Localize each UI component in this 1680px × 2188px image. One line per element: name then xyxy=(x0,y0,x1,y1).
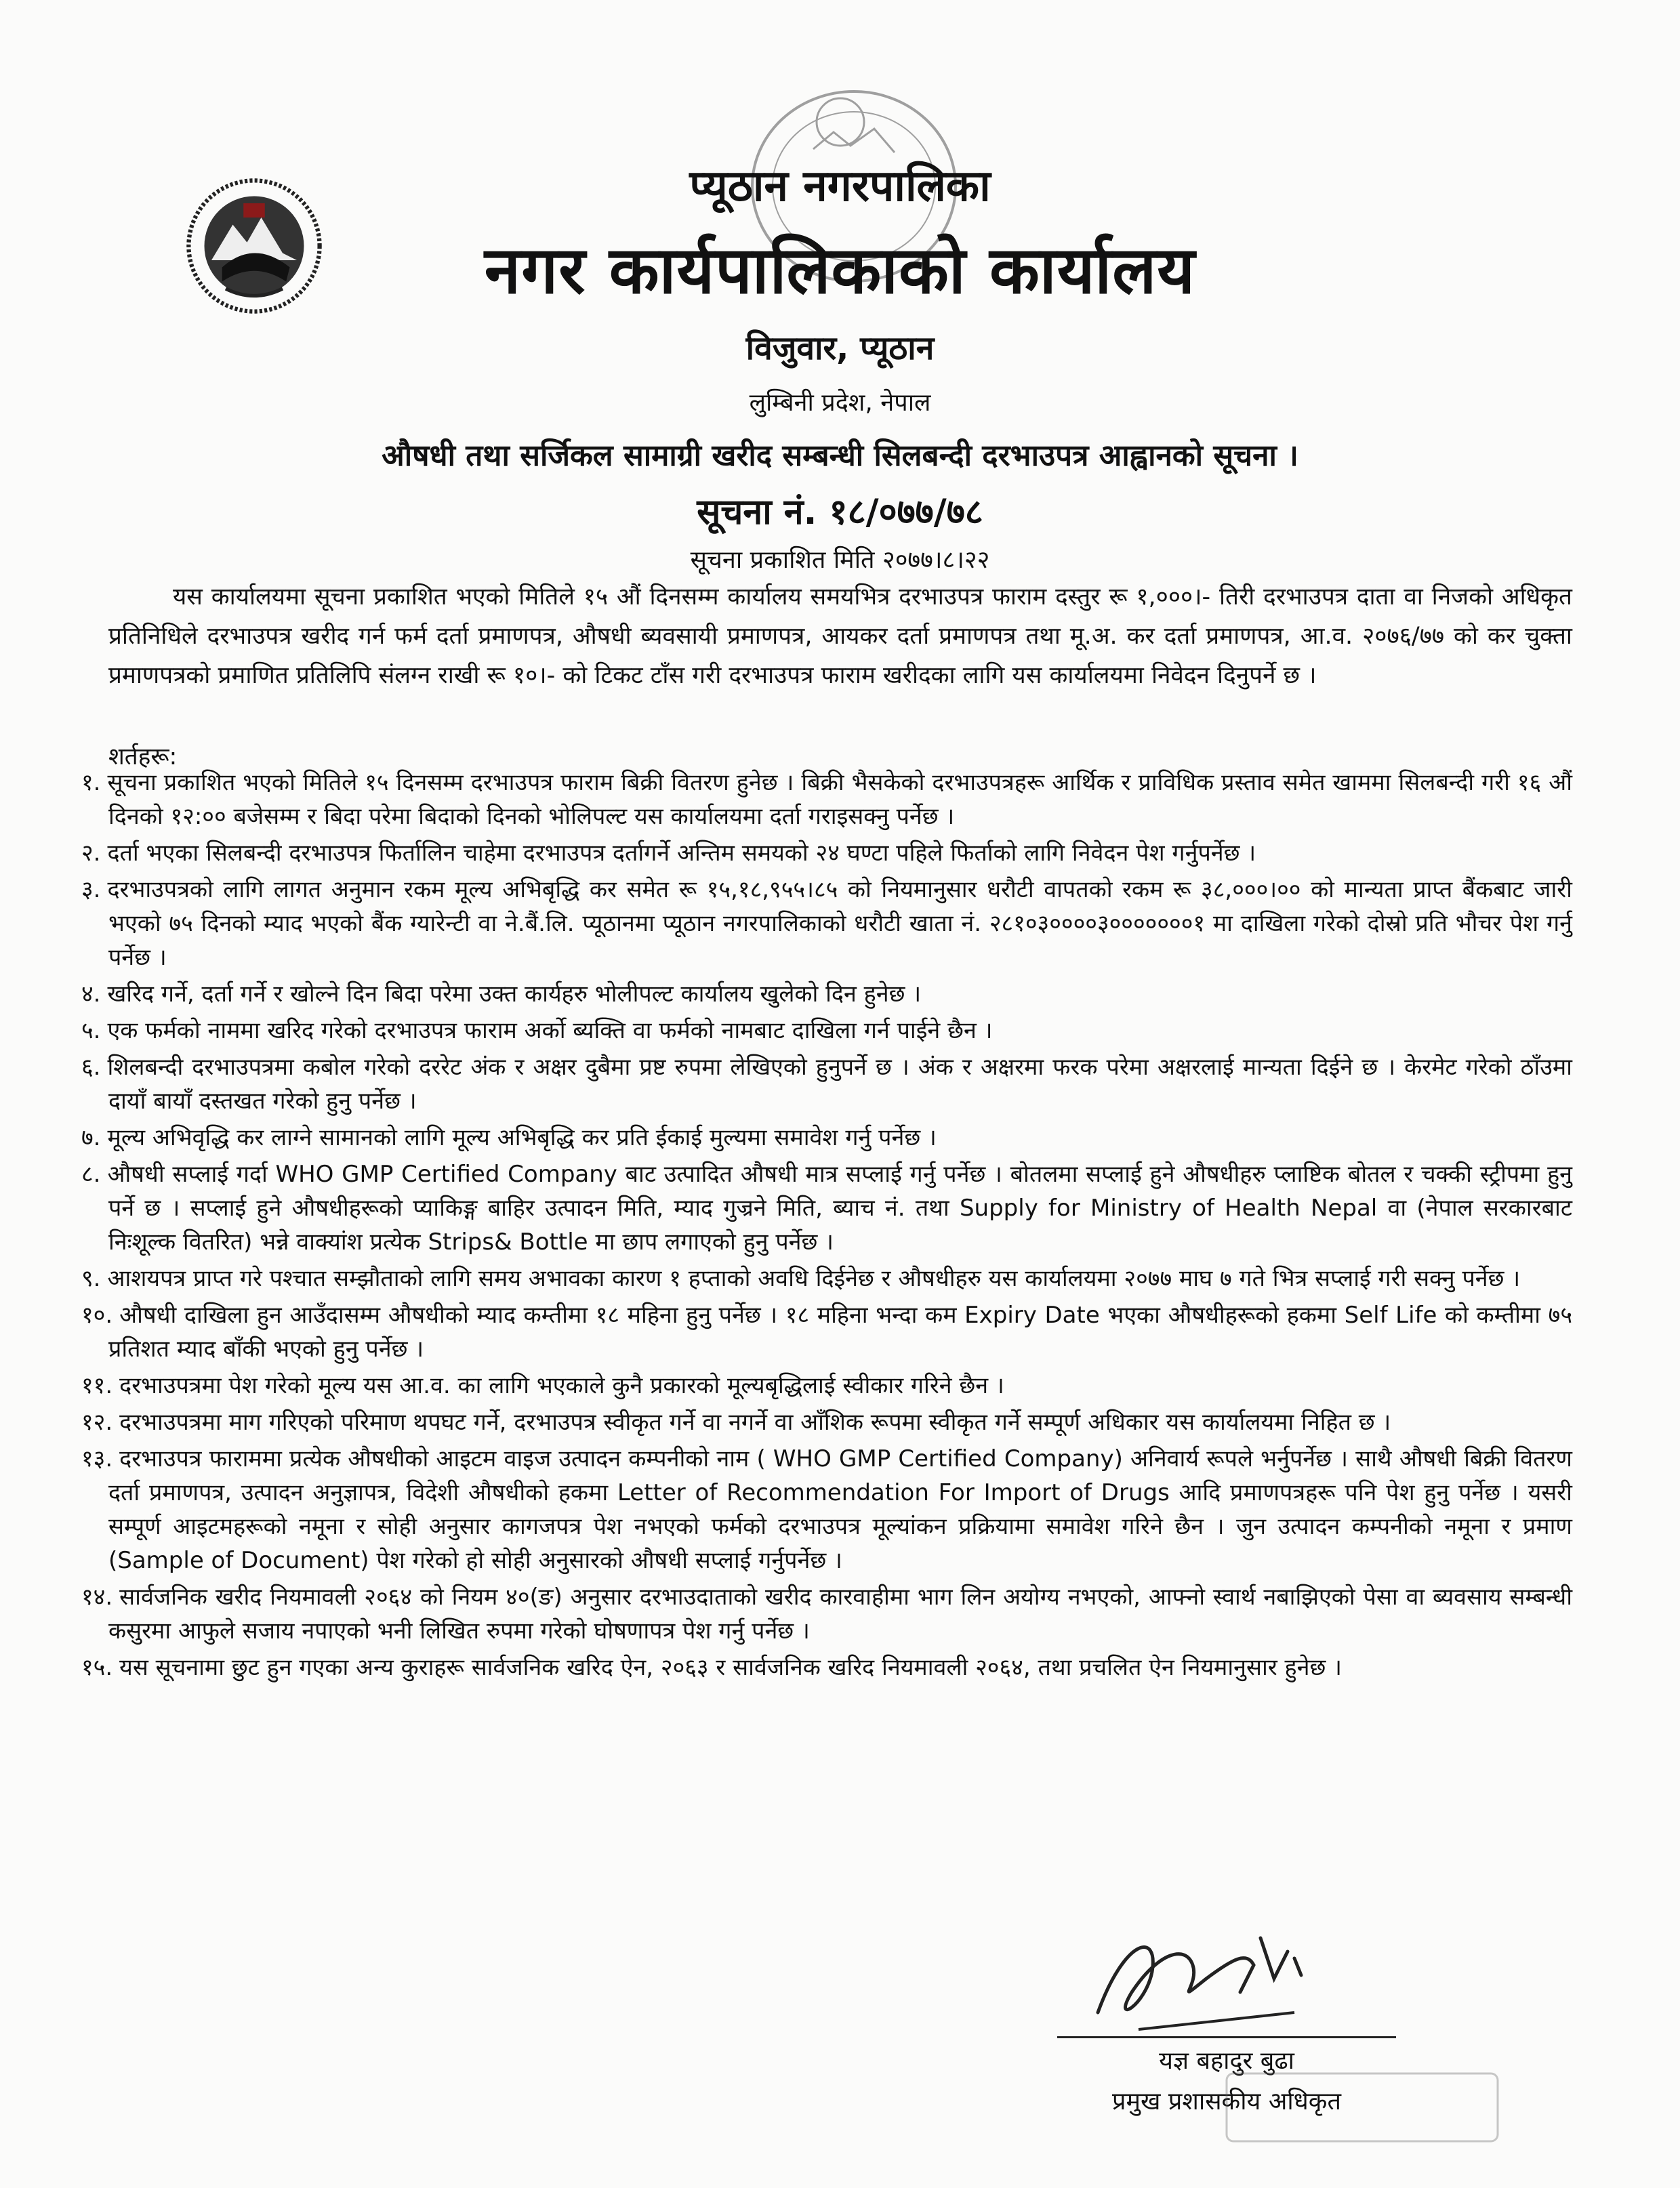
condition-item xyxy=(81,977,1572,1011)
condition-item xyxy=(81,766,1572,833)
condition-text: यस सूचनामा छुट हुन गएका अन्य कुराहरू सार्वजनिक खरिद ऐन, २०६३ र सार्वजनिक खरिद नियमावली २०६४, तथा प्रचलित ऐन नियमानुसार हुनेछ । xyxy=(119,1654,1343,1681)
condition-item xyxy=(81,1580,1572,1648)
designation-stamp xyxy=(1220,2067,1504,2148)
condition-item xyxy=(81,1405,1572,1439)
condition-number: १५. xyxy=(81,1654,113,1681)
condition-text: शिलबन्दी दरभाउपत्रमा कबोल गरेको दररेट अंक र अक्षर दुबैमा प्रष्ट रुपमा लेखिएको हुनुपर्ने छ । अंक र अक्षरमा फरक परेमा अक्षरलाई मान्यता दिईने छ । केरमेट गरेको ठाँउमा दायाँ बायाँ दस्तखत गरेको हुनु पर्नेछ । xyxy=(107,1054,1572,1115)
province-line: लुम्बिनी प्रदेश, नेपाल xyxy=(749,389,931,417)
handwritten-signature xyxy=(1071,1911,1355,2046)
condition-text: एक फर्मको नाममा खरिद गरेको दरभाउपत्र फाराम अर्को ब्यक्ति वा फर्मको नामबाट दाखिला गर्न पाईने छैन । xyxy=(107,1017,993,1044)
condition-text: आशयपत्र प्राप्त गरे पश्चात सम्झौताको लागि समय अभावका कारण १ हप्ताको अवधि दिईनेछ र औषधीहरु यस कार्यालयमा २०७७ माघ ७ गते भित्र सप्लाई गरी सक्नु पर्नेछ । xyxy=(107,1265,1521,1292)
condition-number: ६. xyxy=(81,1054,101,1081)
condition-number: १२. xyxy=(81,1409,113,1436)
condition-number: १४. xyxy=(81,1584,113,1611)
notice-number: सूचना नं. १८/०७७/७८ xyxy=(697,492,983,533)
condition-text: दरभाउपत्रमा पेश गरेको मूल्य यस आ.व. का लागि भएकाले कुनै प्रकारको मूल्यबृद्धिलाई स्वीकार गरिने छैन । xyxy=(119,1372,1004,1399)
condition-number: १. xyxy=(81,769,101,796)
conditions-heading: शर्तहरू: xyxy=(108,743,178,770)
published-date: सूचना प्रकाशित मिति २०७७।८।२२ xyxy=(690,546,990,574)
condition-text: दरभाउपत्रको लागि लागत अनुमान रकम मूल्य अभिबृद्धि कर समेत रू १५,१८,९५५।८५ को नियमानुसार धरौटी वापतको रकम रू ३८,०००।०० को मान्यता प्राप्त बैंकबाट जारी भएको ७५ दिनको म्याद भएको बैंक ग्यारेन्टी वा ने.बैं.लि. प्यूठानमा प्यूठान नगरपालिकाको धरौटी खाता नं. २८१०३००००३०००००००१ मा दाखिला गरेको दोस्रो प्रति भौचर पेश गर्नु पर्नेछ । xyxy=(107,876,1572,971)
condition-text: मूल्य अभिवृद्धि कर लाग्ने सामानको लागि मूल्य अभिबृद्धि कर प्रति ईकाई मुल्यमा समावेश गर्नु पर्नेछ । xyxy=(107,1124,937,1151)
condition-text: औषधी सप्लाई गर्दा WHO GMP Certified Company बाट उत्पादित औषधी मात्र सप्लाई गर्नु पर्नेछ । बोतलमा सप्लाई हुने औषधीहरु प्लाष्टिक बोतल र चक्की स्ट्रीपमा हुनु पर्ने छ । सप्लाई हुने औषधीहरूको प्याकिङ्ग बाहिर उत्पादन मिति, म्याद गुज्रने मिति, ब्याच नं. तथा Supply for Ministry of Health Nepal वा (नेपाल सरकारबाट निःशूल्क वितरित) भन्ने वाक्यांश प्रत्येक Strips& Bottle मा छाप लगाएको हुनु पर्नेछ । xyxy=(107,1161,1572,1256)
condition-item xyxy=(81,1298,1572,1366)
condition-number: १३. xyxy=(81,1445,113,1472)
condition-text: दरभाउपत्रमा माग गरिएको परिमाण थपघट गर्ने, दरभाउपत्र स्वीकृत गर्ने वा नगर्ने वा आँशिक रूपमा स्वीकृत गर्ने सम्पूर्ण अधिकार यस कार्यालयमा निहित छ । xyxy=(119,1409,1391,1436)
condition-text: खरिद गर्ने, दर्ता गर्ने र खोल्ने दिन बिदा परेमा उक्त कार्यहरु भोलीपल्ट कार्यालय खुलेको दिन हुनेछ । xyxy=(107,981,922,1008)
condition-number: १०. xyxy=(81,1302,113,1329)
signatory-title: प्रमुख प्रशासकीय अधिकृत xyxy=(1112,2088,1341,2115)
condition-item xyxy=(81,1050,1572,1118)
condition-text: सूचना प्रकाशित भएको मितिले १५ दिनसम्म दरभाउपत्र फाराम बिक्री वितरण हुनेछ । बिक्री भैसकेको दरभाउपत्रहरू आर्थिक र प्राविधिक प्रस्ताव समेत खाममा सिलबन्दी गरी १६ औं दिनको १२:०० बजेसम्म र बिदा परेमा बिदाको दिनको भोलिपल्ट यस कार्यालयमा दर्ता गराइसक्नु पर्नेछ । xyxy=(107,769,1572,830)
condition-text: दरभाउपत्र फाराममा प्रत्येक औषधीको आइटम वाइज उत्पादन कम्पनीको नाम ( WHO GMP Certified Company) अनिवार्य रूपले भर्नुपर्नेछ । साथै औषधी बिक्री वितरण दर्ता प्रमाणपत्र, उत्पादन अनुज्ञापत्र, विदेशी औषधीको हकमा Letter of Recommendation For Import of Drugs आदि प्रमाणपत्रहरू पनि पेश हुनु पर्नेछ । यसरी सम्पूर्ण आइटमहरूको नमूना र सोही अनुसार कागजपत्र पेश नभएको फर्मको दरभाउपत्र मूल्यांकन प्रक्रियामा समावेश गरिने छैन । जुन उत्पादन कम्पनीको नमूना र प्रमाण (Sample of Document) पेश गरेको हो सोही अनुसारको औषधी सप्लाई गर्नुपर्नेछ । xyxy=(108,1445,1572,1574)
condition-text: दर्ता भएका सिलबन्दी दरभाउपत्र फिर्तालिन चाहेमा दरभाउपत्र दर्तागर्ने अन्तिम समयको २४ घण्टा पहिले फिर्ताको लागि निवेदन पेश गर्नुपर्नेछ । xyxy=(107,840,1256,867)
condition-item xyxy=(81,1369,1572,1403)
office-name: नगर कार्यपालिकाको कार्यालय xyxy=(484,232,1196,308)
condition-number: ११. xyxy=(81,1372,113,1399)
condition-number: ७. xyxy=(81,1124,101,1151)
condition-item xyxy=(81,1157,1572,1259)
signature-line xyxy=(1057,2036,1396,2038)
condition-number: ८. xyxy=(81,1161,101,1188)
condition-item xyxy=(81,1262,1572,1296)
condition-item xyxy=(81,1651,1572,1685)
condition-item xyxy=(81,1014,1572,1048)
condition-number: ९. xyxy=(81,1265,101,1292)
condition-text: औषधी दाखिला हुन आउँदासम्म औषधीको म्याद कम्तीमा १८ महिना हुनु पर्नेछ । १८ महिना भन्दा कम Expiry Date भएका औषधीहरूको हकमा Self Life को कम्तीमा ७५ प्रतिशत म्याद बाँकी भएको हुनु पर्नेछ । xyxy=(108,1302,1572,1363)
condition-number: ३. xyxy=(81,876,101,903)
condition-number: २. xyxy=(81,840,101,867)
condition-item xyxy=(81,836,1572,870)
office-location: विजुवार, प्यूठान xyxy=(745,329,935,367)
signatory-name: यज्ञ बहादुर बुढा xyxy=(1159,2047,1294,2075)
condition-number: ४. xyxy=(81,981,101,1008)
organization-name: प्यूठान नगरपालिका xyxy=(689,161,991,211)
condition-item xyxy=(81,873,1572,974)
condition-number: ५. xyxy=(81,1017,101,1044)
notice-title: औषधी तथा सर्जिकल सामाग्री खरीद सम्बन्धी सिलबन्दी दरभाउपत्र आह्वानको सूचना । xyxy=(382,438,1298,473)
conditions-list xyxy=(81,766,1572,1687)
condition-text: सार्वजनिक खरीद नियमावली २०६४ को नियम ४०(ङ) अनुसार दरभाउदाताको खरीद कारवाहीमा भाग लिन अयोग्य नभएको, आफ्नो स्वार्थ नबाझिएको पेसा वा ब्यवसाय सम्बन्धी कसुरमा आफुले सजाय नपाएको भनी लिखित रुपमा गरेको घोषणापत्र पेश गर्नु पर्नेछ । xyxy=(108,1584,1572,1645)
condition-item xyxy=(81,1442,1572,1577)
intro-paragraph: यस कार्यालयमा सूचना प्रकाशित भएको मितिले १५ औं दिनसम्म कार्यालय समयभित्र दरभाउपत्र फाराम दस्तुर रू १,०००।- तिरी दरभाउपत्र दाता वा निजको अधिकृत प्रतिनिधिले दरभाउपत्र खरीद गर्न फर्म दर्ता प्रमाणपत्र, औषधी ब्यवसायी प्रमाणपत्र, आयकर दर्ता प्रमाणपत्र तथा मू.अ. कर दर्ता प्रमाणपत्र, आ.व. २०७६/७७ को कर चुक्ता प्रमाणपत्रको प्रमाणित प्रतिलिपि संलग्न राखी रू १०।- को टिकट टाँस गरी दरभाउपत्र फाराम खरीदका लागि यस कार्यालयमा निवेदन दिनुपर्ने छ । xyxy=(108,583,1572,689)
condition-item xyxy=(81,1121,1572,1155)
